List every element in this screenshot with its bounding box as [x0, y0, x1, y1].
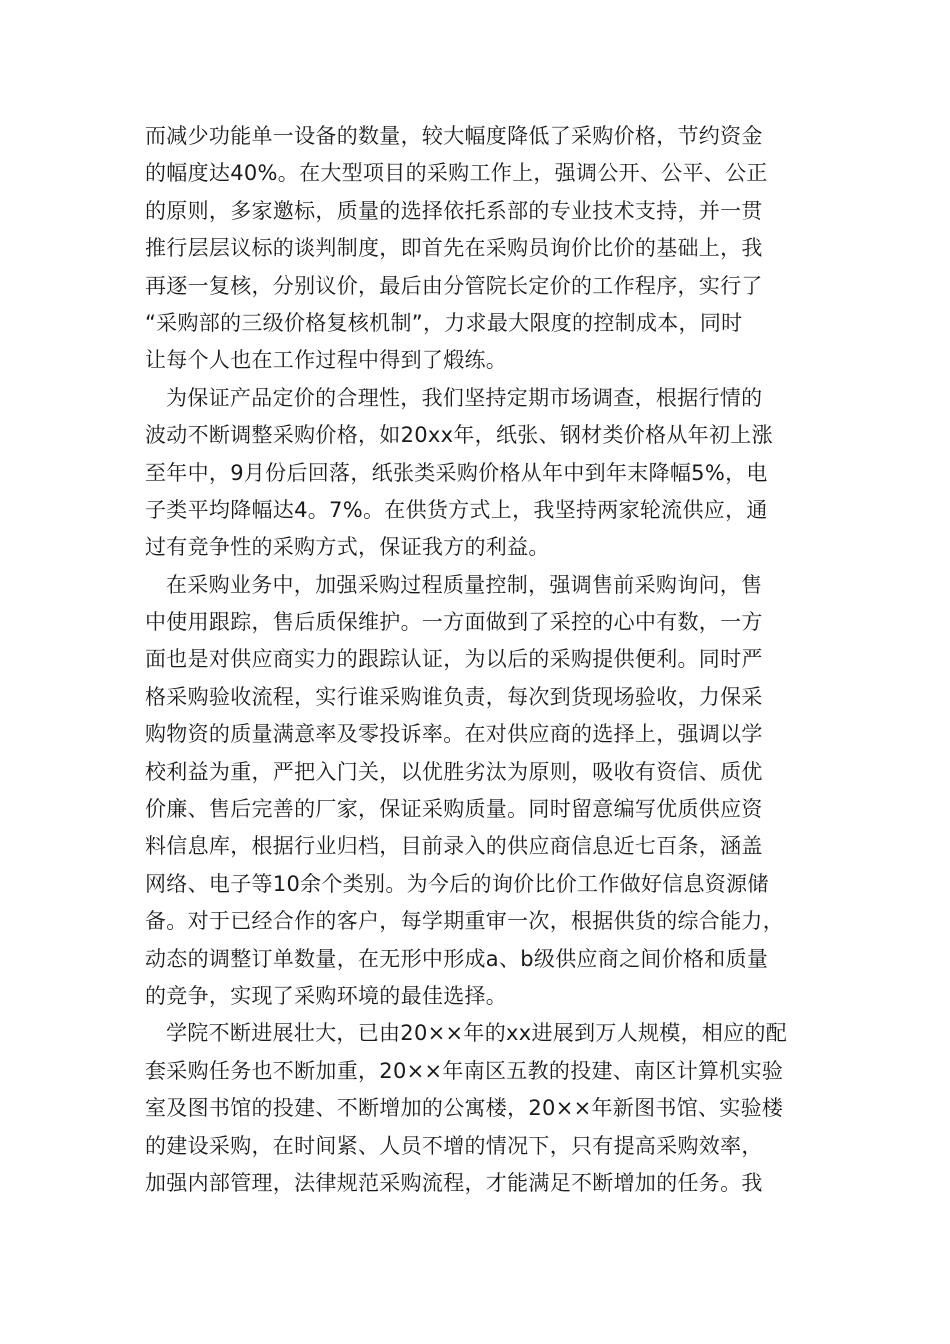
text-line: 格采购验收流程，实行谁采购谁负责，每次到货现场验收，力保采	[145, 684, 763, 709]
text-line: 加强内部管理，法律规范采购流程，才能满足不断增加的任务。我	[145, 1170, 763, 1195]
text-line: 推行层层议标的谈判制度，即首先在采购员询价比价的基础上，我	[145, 236, 763, 261]
text-line: 的建设采购，在时间紧、人员不增的情况下，只有提高采购效率，	[145, 1133, 763, 1158]
text-line: 的原则，多家邀标，质量的选择依托系部的专业技术支持，并一贯	[145, 198, 763, 223]
text-line: 的竞争，实现了采购环境的最佳选择。	[145, 983, 508, 1008]
text-line: 而减少功能单一设备的数量，较大幅度降低了采购价格，节约资金	[145, 124, 763, 148]
text-line: 备。对于已经合作的客户，每学期重审一次，根据供货的综合能力，	[145, 909, 784, 934]
body-text	[145, 118, 825, 1202]
text-line: 套采购任务也不断加重，20××年南区五教的投建、南区计算机实验	[145, 1058, 784, 1083]
text-line: 再逐一复核，分别议价，最后由分管院长定价的工作程序，实行了	[145, 273, 763, 298]
text-line: 波动不断调整采购价格，如20xx年，纸张、钢材类价格从年初上涨	[145, 423, 773, 448]
text-line: 过有竞争性的采购方式，保证我方的利益。	[145, 535, 550, 560]
text-line: 校利益为重，严把入门关，以优胜劣汰为原则，吸收有资信、质优	[145, 759, 763, 784]
text-line: 让每个人也在工作过程中得到了煅练。	[145, 348, 508, 373]
text-line: 的幅度达40%。在大型项目的采购工作上，强调公开、公平、公正	[145, 161, 768, 186]
text-line: 购物资的质量满意率及零投诉率。在对供应商的选择上，强调以学	[145, 722, 763, 747]
text-line: 中使用跟踪，售后质保维护。一方面做到了采控的心中有数，一方	[145, 610, 763, 635]
paragraph-first-line: 在采购业务中，加强采购过程质量控制，强调售前采购询问，售	[166, 572, 763, 597]
text-line: 至年中，9月份后回落，纸张类采购价格从年中到年末降幅5%，电	[145, 460, 768, 485]
text-line: 子类平均降幅达4。7%。在供货方式上，我坚持两家轮流供应，通	[145, 497, 768, 522]
paragraph-first-line: 为保证产品定价的合理性，我们坚持定期市场调查，根据行情的	[166, 385, 763, 410]
text-line: 面也是对供应商实力的跟踪认证，为以后的采购提供便利。同时严	[145, 647, 763, 672]
text-line: 动态的调整订单数量，在无形中形成a、b级供应商之间价格和质量	[145, 946, 769, 971]
text-line: 料信息库，根据行业归档，目前录入的供应商信息近七百条，涵盖	[145, 834, 763, 859]
text-line: “采购部的三级价格复核机制”，力求最大限度的控制成本，同时	[145, 310, 743, 335]
text-line: 价廉、售后完善的厂家，保证采购质量。同时留意编写优质供应资	[145, 797, 763, 822]
text-line: 室及图书馆的投建、不断增加的公寓楼，20××年新图书馆、实验楼	[145, 1096, 784, 1121]
paragraph-first-line: 学院不断进展壮大，已由20××年的xx进展到万人规模，相应的配	[166, 1021, 788, 1046]
text-line: 网络、电子等10余个类别。为今后的询价比价工作做好信息资源储	[145, 871, 769, 896]
